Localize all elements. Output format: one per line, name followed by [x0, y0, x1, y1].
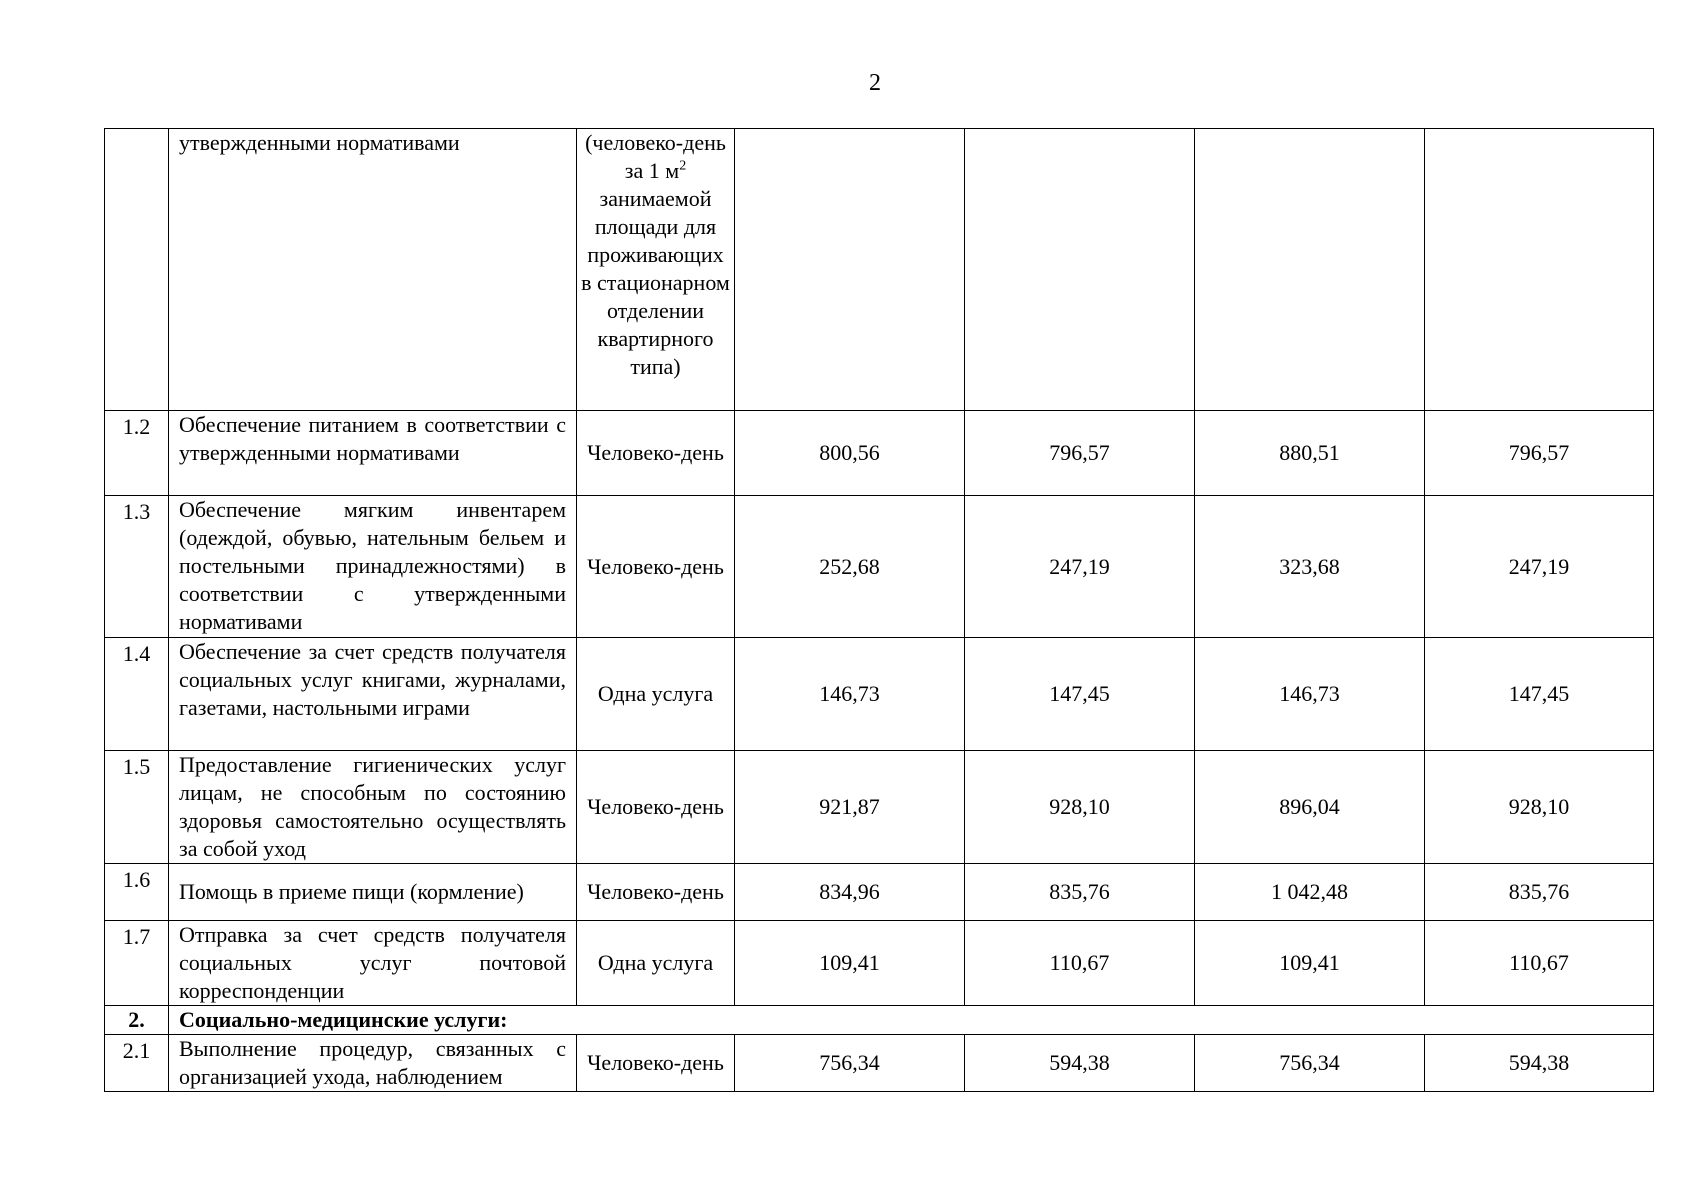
row-number: 1.7 [105, 921, 169, 1006]
unit-of-measure: Одна услуга [577, 921, 735, 1006]
service-name: Обеспечение мягким инвентарем (одеждой, обувью, нательным бельем и постельными принадлежностями) в соответствии с утвержденными нормативами [169, 496, 577, 638]
table-row [105, 864, 1654, 921]
table-row [105, 411, 1654, 496]
service-name: Обеспечение за счет средств получателя социальных услуг книгами, журналами, газетами, настольными играми [169, 638, 577, 751]
section-header-row [105, 1006, 1654, 1035]
table-row [105, 638, 1654, 751]
tariff-value: 796,57 [965, 411, 1195, 496]
row-number: 1.2 [105, 411, 169, 496]
table-row [105, 921, 1654, 1006]
tariff-value: 146,73 [735, 638, 965, 751]
tariff-value: 800,56 [735, 411, 965, 496]
tariff-value: 896,04 [1195, 751, 1425, 864]
table-row [105, 751, 1654, 864]
page-number: 2 [869, 70, 881, 96]
service-name: Отправка за счет средств получателя социальных услуг почтовой корреспонденции [169, 921, 577, 1006]
tariff-value: 921,87 [735, 751, 965, 864]
unit-of-measure: Человеко-день [577, 864, 735, 921]
tariff-value: 109,41 [1195, 921, 1425, 1006]
unit-of-measure: Человеко-день [577, 751, 735, 864]
row-number [105, 129, 169, 411]
tariff-value: 147,45 [965, 638, 1195, 751]
tariff-value: 835,76 [1425, 864, 1654, 921]
tariff-value: 147,45 [1425, 638, 1654, 751]
tariff-value: 756,34 [735, 1035, 965, 1092]
table-row [105, 1035, 1654, 1092]
tariff-value: 928,10 [1425, 751, 1654, 864]
section-number: 2. [105, 1006, 169, 1035]
unit-of-measure: Человеко-день [577, 1035, 735, 1092]
section-title: Социально-медицинские услуги: [169, 1006, 1654, 1035]
tariff-table [104, 128, 1654, 1092]
tariff-value: 252,68 [735, 496, 965, 638]
unit-of-measure: (человеко-день за 1 $м^2$ занимаемой площади для проживающих в стационарном отделении квартирного типа) [577, 129, 735, 411]
row-number: 1.4 [105, 638, 169, 751]
tariff-value: 928,10 [965, 751, 1195, 864]
row-number: 1.6 [105, 864, 169, 921]
tariff-value: 835,76 [965, 864, 1195, 921]
tariff-value: 594,38 [965, 1035, 1195, 1092]
tariff-value: 110,67 [965, 921, 1195, 1006]
tariff-value [1195, 129, 1425, 411]
tariff-value: 109,41 [735, 921, 965, 1006]
row-number: 1.5 [105, 751, 169, 864]
unit-of-measure: Человеко-день [577, 411, 735, 496]
tariff-value: 796,57 [1425, 411, 1654, 496]
service-name: Помощь в приеме пищи (кормление) [169, 864, 577, 921]
service-name: утвержденными нормативами [169, 129, 577, 411]
tariff-value: 1 042,48 [1195, 864, 1425, 921]
tariff-value: 834,96 [735, 864, 965, 921]
table-row [105, 129, 1654, 411]
tariff-value: 756,34 [1195, 1035, 1425, 1092]
tariff-value: 247,19 [965, 496, 1195, 638]
unit-of-measure: Одна услуга [577, 638, 735, 751]
tariff-value: 146,73 [1195, 638, 1425, 751]
tariff-value [735, 129, 965, 411]
tariff-value: 110,67 [1425, 921, 1654, 1006]
service-name: Обеспечение питанием в соответствии с утвержденными нормативами [169, 411, 577, 496]
row-number: 1.3 [105, 496, 169, 638]
tariff-value [1425, 129, 1654, 411]
service-name: Выполнение процедур, связанных с организацией ухода, наблюдением [169, 1035, 577, 1092]
tariff-value: 323,68 [1195, 496, 1425, 638]
tariff-value: 594,38 [1425, 1035, 1654, 1092]
table-row [105, 496, 1654, 638]
service-name: Предоставление гигиенических услуг лицам, не способным по состоянию здоровья самостоятельно осуществлять за собой уход [169, 751, 577, 864]
tariff-value: 247,19 [1425, 496, 1654, 638]
tariff-value [965, 129, 1195, 411]
unit-of-measure: Человеко-день [577, 496, 735, 638]
row-number: 2.1 [105, 1035, 169, 1092]
tariff-value: 880,51 [1195, 411, 1425, 496]
